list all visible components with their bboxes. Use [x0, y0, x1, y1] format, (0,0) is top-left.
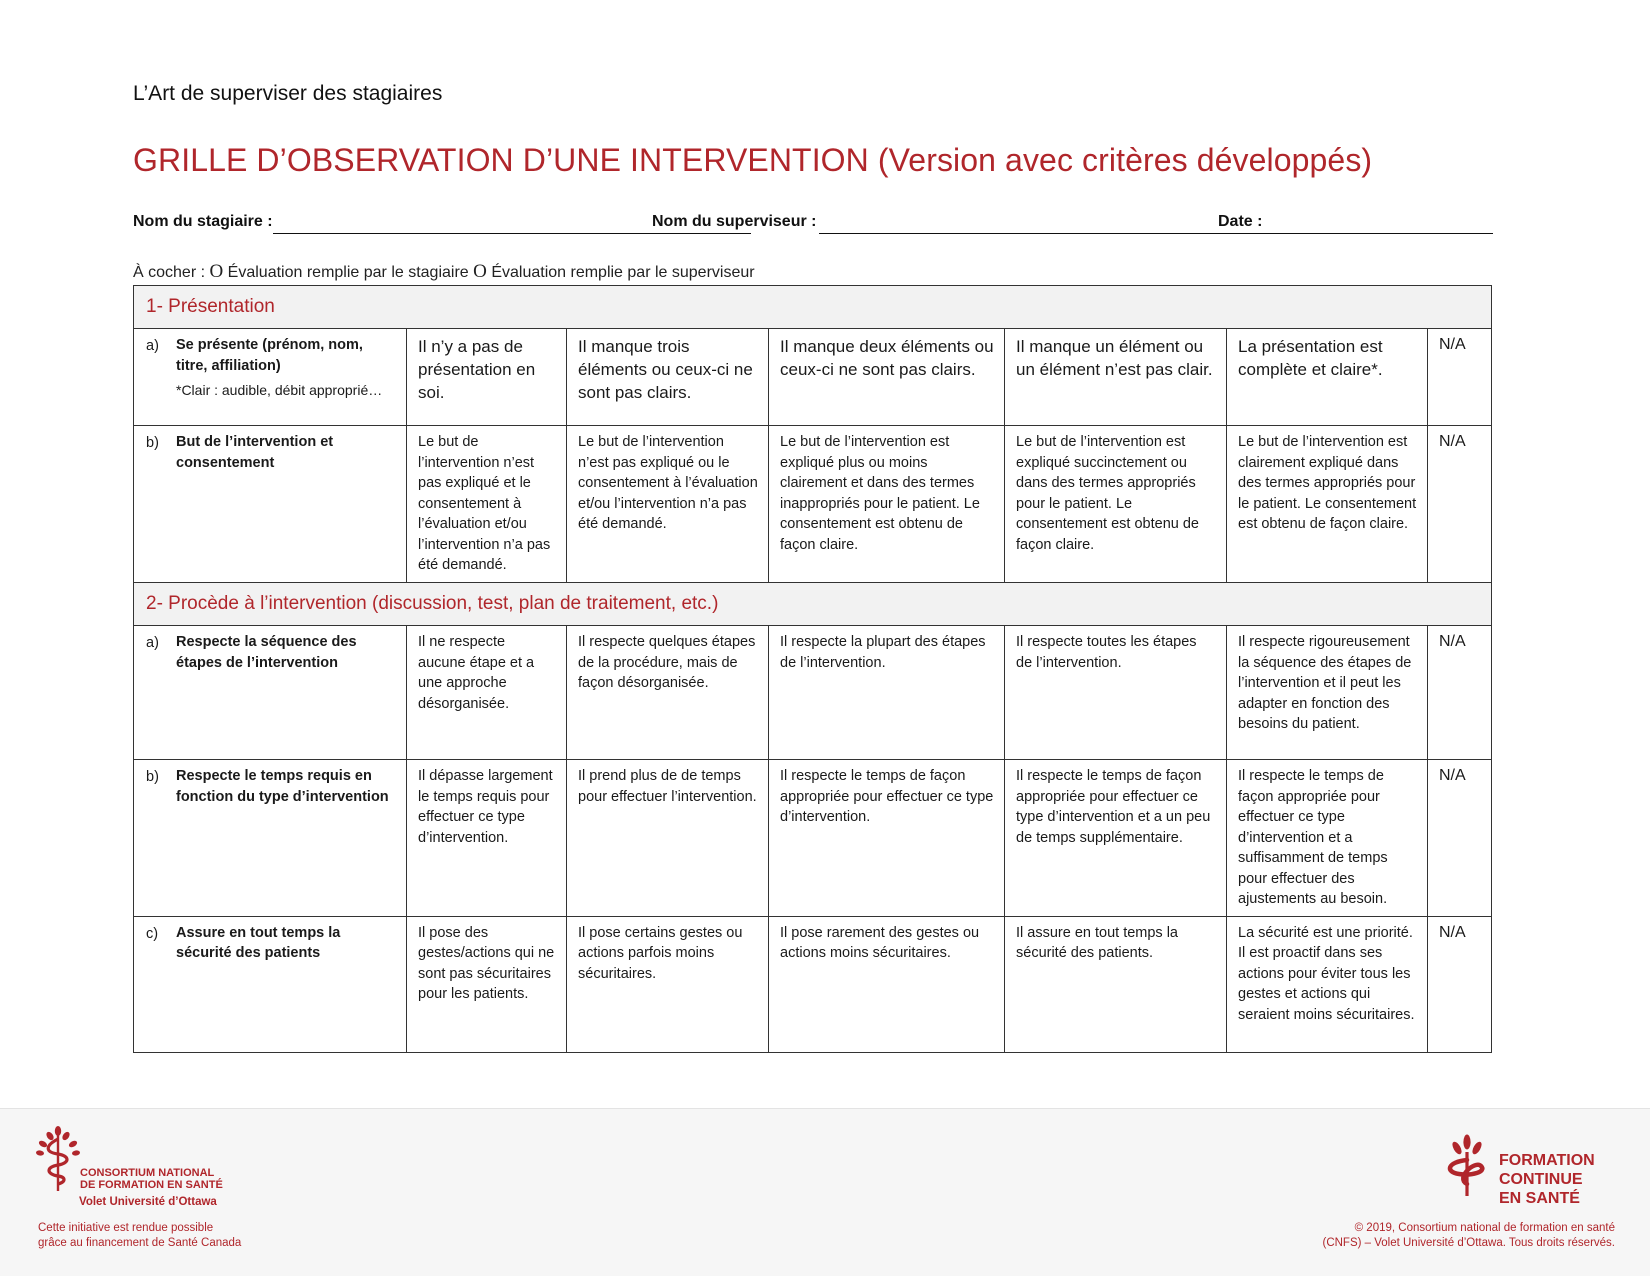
funding-line2: grâce au financement de Santé Canada — [38, 1237, 242, 1249]
doc-subtitle: L’Art de superviser des stagiaires — [133, 82, 443, 105]
criterion-name: Respecte le temps requis en fonction du type d’intervention — [176, 768, 389, 805]
level-cell[interactable]: Il manque un élément ou un élément n’est pas clair. — [1005, 329, 1227, 426]
copyright-note — [1322, 1221, 1615, 1251]
fce-name — [1499, 1151, 1595, 1208]
table-row — [134, 916, 1492, 1052]
fce-line3: EN SANTÉ — [1499, 1190, 1580, 1207]
level-cell[interactable]: Il respecte le temps de façon appropriée pour effectuer ce type d’intervention et a suffisamment de temps pour effectuer des ajustements au besoin. — [1227, 760, 1428, 917]
criterion-name: Se présente (prénom, nom, titre, affiliation) — [176, 337, 363, 374]
level-cell[interactable]: Il pose certains gestes ou actions parfois moins sécuritaires. — [567, 916, 769, 1052]
check-line — [133, 261, 755, 283]
section-header-row — [134, 286, 1492, 329]
criterion-cell — [134, 760, 407, 917]
date-line[interactable] — [1266, 233, 1493, 234]
section-title: 1- Présentation — [134, 286, 1492, 329]
table-row — [134, 760, 1492, 917]
level-cell[interactable]: Il pose rarement des gestes ou actions moins sécuritaires. — [769, 916, 1005, 1052]
level-cell[interactable]: Il respecte le temps de façon appropriée pour effectuer ce type d’intervention. — [769, 760, 1005, 917]
date-label: Date : — [1218, 213, 1263, 230]
supervisor-name-line[interactable] — [819, 233, 1320, 234]
level-cell[interactable]: Il respecte le temps de façon appropriée pour effectuer ce type d’intervention et a un peu de temps supplémentaire. — [1005, 760, 1227, 917]
level-cell[interactable]: La présentation est complète et claire*. — [1227, 329, 1428, 426]
level-cell[interactable]: Il manque trois éléments ou ceux-ci ne sont pas clairs. — [567, 329, 769, 426]
level-cell[interactable]: Il n’y a pas de présentation en soi. — [407, 329, 567, 426]
level-cell[interactable]: Il respecte rigoureusement la séquence des étapes de l’intervention et il peut les adapter en fonction des besoins du patient. — [1227, 626, 1428, 760]
level-cell[interactable]: Le but de l’intervention est expliqué plus ou moins clairement et dans des termes inappropriés pour le patient. Le consentement est obtenu de façon claire. — [769, 426, 1005, 583]
criterion-cell — [134, 426, 407, 583]
section-title: 2- Procède à l’intervention (discussion, test, plan de traitement, etc.) — [134, 583, 1492, 626]
level-cell[interactable]: Il pose des gestes/actions qui ne sont pas sécuritaires pour les patients. — [407, 916, 567, 1052]
criterion-letter: a) — [146, 338, 159, 354]
na-cell[interactable]: N/A — [1428, 916, 1492, 1052]
criterion-cell — [134, 916, 407, 1052]
criterion-name: Respecte la séquence des étapes de l’intervention — [176, 634, 357, 671]
fce-line1: FORMATION — [1499, 1152, 1595, 1169]
cnfs-line1: CONSORTIUM NATIONAL — [80, 1167, 215, 1179]
section-header-row — [134, 583, 1492, 626]
level-cell[interactable]: Il dépasse largement le temps requis pour effectuer ce type d’intervention. — [407, 760, 567, 917]
check-option-supervisor: Évaluation remplie par le superviseur — [491, 264, 755, 281]
criterion-letter: a) — [146, 635, 159, 651]
criterion-note: *Clair : audible, débit approprié… — [176, 382, 383, 398]
criterion-letter: b) — [146, 435, 159, 451]
checkbox-supervisor[interactable]: O — [473, 261, 487, 282]
na-cell[interactable]: N/A — [1428, 426, 1492, 583]
funding-line1: Cette initiative est rendue possible — [38, 1222, 214, 1234]
cnfs-line2: DE FORMATION EN SANTÉ — [80, 1179, 223, 1191]
level-cell[interactable]: Il ne respecte aucune étape et a une approche désorganisée. — [407, 626, 567, 760]
check-option-trainee: Évaluation remplie par le stagiaire — [227, 264, 469, 281]
level-cell[interactable]: La sécurité est une priorité. Il est proactif dans ses actions pour éviter tous les gestes et actions qui seraient moins sécuritaires. — [1227, 916, 1428, 1052]
criterion-name: Assure en tout temps la sécurité des patients — [176, 924, 341, 961]
funding-note — [38, 1221, 241, 1251]
fce-line2: CONTINUE — [1499, 1171, 1583, 1188]
fce-caduceus-logo-icon — [1441, 1134, 1493, 1198]
trainee-name-line[interactable] — [273, 233, 751, 234]
criterion-letter: c) — [146, 925, 159, 942]
level-cell[interactable]: Il manque deux éléments ou ceux-ci ne sont pas clairs. — [769, 329, 1005, 426]
na-cell[interactable]: N/A — [1428, 760, 1492, 917]
doc-title: GRILLE D’OBSERVATION D’UNE INTERVENTION (Version avec critères développés) — [133, 142, 1373, 178]
level-cell[interactable]: Le but de l’intervention est clairement expliqué dans des termes appropriés pour le patient. Le consentement est obtenu de façon claire. — [1227, 426, 1428, 583]
level-cell[interactable]: Le but de l’intervention n’est pas expliqué ou le consentement à l’évaluation et/ou l’intervention n’a pas été demandé. — [567, 426, 769, 583]
name-fields-row — [133, 213, 1493, 239]
criterion-name: But de l’intervention et consentement — [176, 434, 334, 471]
table-row — [134, 626, 1492, 760]
copyright-line2: (CNFS) – Volet Université d’Ottawa. Tous droits réservés. — [1322, 1237, 1615, 1249]
level-cell[interactable]: Le but de l’intervention n’est pas expliqué et le consentement à l’évaluation et/ou l’intervention n’a pas été demandé. — [407, 426, 567, 583]
level-cell[interactable]: Il prend plus de de temps pour effectuer l’intervention. — [567, 760, 769, 917]
supervisor-name-label: Nom du superviseur : — [652, 213, 817, 230]
copyright-line1: © 2019, Consortium national de formation en santé — [1354, 1222, 1615, 1234]
level-cell[interactable]: Le but de l’intervention est expliqué succinctement ou dans des termes appropriés pour le patient. Le consentement est obtenu de façon claire. — [1005, 426, 1227, 583]
cnfs-name — [80, 1167, 223, 1191]
na-cell[interactable]: N/A — [1428, 626, 1492, 760]
level-cell[interactable]: Il respecte la plupart des étapes de l’intervention. — [769, 626, 1005, 760]
na-cell[interactable]: N/A — [1428, 329, 1492, 426]
level-cell[interactable]: Il assure en tout temps la sécurité des patients. — [1005, 916, 1227, 1052]
volet-label: Volet Université d’Ottawa — [79, 1196, 217, 1208]
trainee-name-label: Nom du stagiaire : — [133, 213, 273, 230]
table-row — [134, 329, 1492, 426]
observation-grid — [133, 285, 1492, 1053]
checkbox-trainee[interactable]: O — [209, 261, 224, 282]
check-prefix: À cocher : — [133, 264, 206, 281]
table-row — [134, 426, 1492, 583]
level-cell[interactable]: Il respecte quelques étapes de la procédure, mais de façon désorganisée. — [567, 626, 769, 760]
criterion-cell — [134, 626, 407, 760]
cnfs-tree-logo-icon — [36, 1125, 80, 1195]
criterion-letter: b) — [146, 769, 159, 785]
level-cell[interactable]: Il respecte toutes les étapes de l’intervention. — [1005, 626, 1227, 760]
criterion-cell — [134, 329, 407, 426]
